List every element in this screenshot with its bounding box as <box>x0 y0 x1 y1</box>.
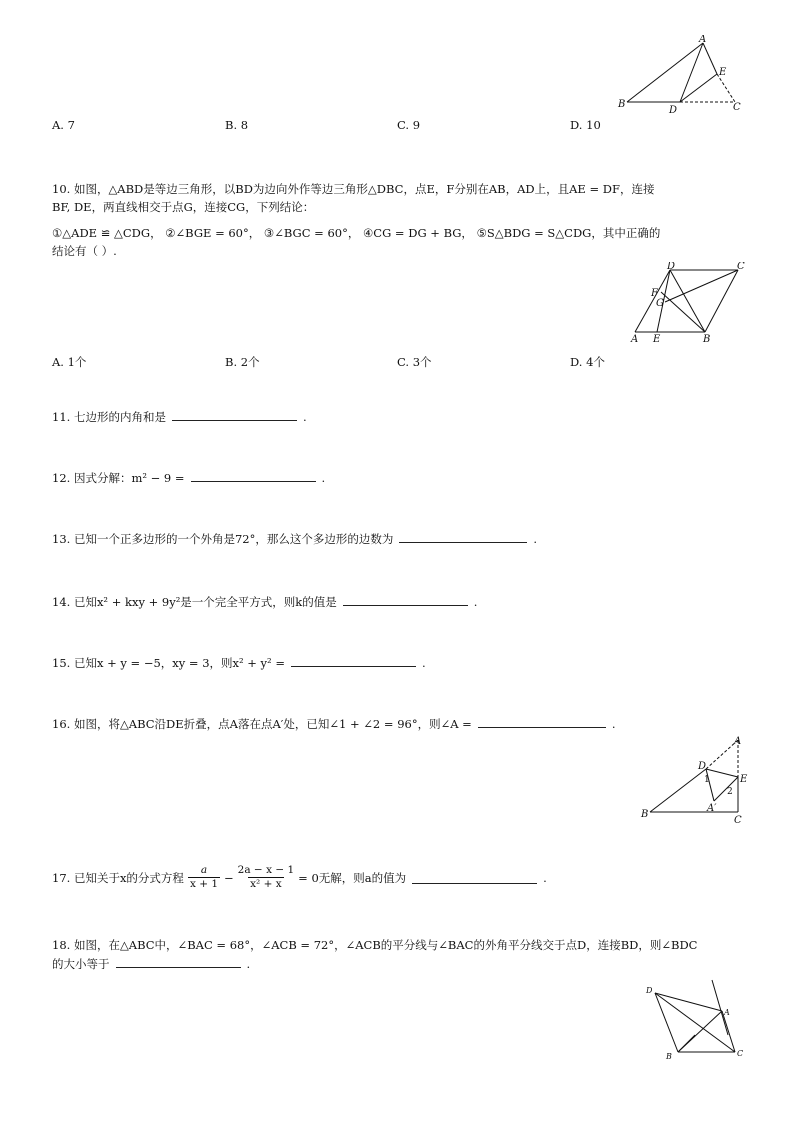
fig18-label-D: D <box>646 986 653 995</box>
q14-answer-blank[interactable] <box>343 594 468 606</box>
q18-figure <box>640 975 755 1065</box>
q17-suffix: = 0无解，则a的值为 <box>298 870 407 885</box>
fig9-label-A: A <box>699 35 707 45</box>
q17-frac2-denominator: x² + x <box>250 878 282 890</box>
q17-prefix: 17. 已知关于x的分式方程 <box>52 870 184 885</box>
fig16-label-C: C <box>734 815 742 825</box>
q12 <box>52 470 325 485</box>
q10-line4: 结论有（ ）. <box>52 244 117 258</box>
q15-end: . <box>421 656 426 670</box>
q17-minus: − <box>224 870 234 885</box>
q15 <box>52 655 426 670</box>
q18-answer-blank[interactable] <box>116 956 241 968</box>
q9-option-b: B. 8 <box>225 118 249 132</box>
q17-fraction-2 <box>238 864 295 891</box>
q11-text: 11. 七边形的内角和是 <box>52 410 166 424</box>
q18-end: . <box>246 957 251 971</box>
q16 <box>52 716 615 731</box>
fig10-label-E: E <box>653 334 661 345</box>
q15-text: 15. 已知x + y = −5，xy = 3，则x² + y² = <box>52 656 285 670</box>
q17-frac1-denominator: x + 1 <box>189 878 219 890</box>
q9-option-c: C. 9 <box>397 118 421 132</box>
fig10-label-A: A <box>631 334 639 345</box>
q17-end: . <box>543 870 547 885</box>
q13-text: 13. 已知一个正多边形的一个外角是72°，那么这个多边形的边数为 <box>52 532 394 546</box>
q10-option-d: D. 4个 <box>570 355 605 369</box>
fig10-label-G: G <box>656 298 664 309</box>
q18-line2: 的大小等于 <box>52 957 110 971</box>
q17-answer-blank[interactable] <box>412 872 537 884</box>
q16-end: . <box>611 717 616 731</box>
fig10-label-D: D <box>667 262 676 272</box>
q13-answer-blank[interactable] <box>399 531 527 543</box>
q9-option-a: A. 7 <box>52 118 75 132</box>
fig10-label-C: C <box>737 262 745 272</box>
q14-end: . <box>473 595 478 609</box>
q10-option-b: B. 2个 <box>225 355 260 369</box>
q12-text: 12. 因式分解：m² − 9 = <box>52 471 185 485</box>
q12-answer-blank[interactable] <box>191 470 316 482</box>
fig16-label-E: E <box>740 774 748 785</box>
q18-line2-wrap <box>52 956 250 971</box>
fig10-label-B: B <box>703 334 711 345</box>
q10-option-a: A. 1个 <box>52 355 87 369</box>
q11-end: . <box>302 410 307 424</box>
q16-answer-blank[interactable] <box>478 716 606 728</box>
q10-line3: ①△ADE ≌ △CDG， ②∠BGE = 60°， ③∠BGC = 60°， ④CG = DG + BG， ⑤S△BDG = S△CDG，其中正确的 <box>52 226 661 240</box>
q9-figure <box>615 35 745 115</box>
q15-answer-blank[interactable] <box>291 655 416 667</box>
q10-line2: BF, DE，两直线相交于点G，连接CG，下列结论： <box>52 200 315 214</box>
fig16-label-angle2: 2 <box>727 787 733 797</box>
fig18-label-C: C <box>737 1049 744 1058</box>
q17-fraction-1 <box>188 864 220 891</box>
fig9-label-D: D <box>669 105 678 115</box>
q10-figure <box>625 262 750 347</box>
fig9-label-E: E <box>719 67 727 78</box>
fig16-label-angle1: 1 <box>704 775 710 785</box>
fig9-label-C: C <box>733 102 741 113</box>
q10-option-c: C. 3个 <box>397 355 432 369</box>
q10-line1: 10. 如图，△ABD是等边三角形，以BD为边向外作等边三角形△DBC，点E，F分别在AB，AD上，且AE = DF，连接 <box>52 182 655 196</box>
q13 <box>52 531 537 546</box>
fig18-label-B: B <box>666 1052 672 1061</box>
fig16-label-D: D <box>698 761 707 772</box>
q16-text: 16. 如图，将△ABC沿DE折叠，点A落在点A′处，已知∠1 + ∠2 = 96°，则∠A = <box>52 717 472 731</box>
q17 <box>52 864 547 891</box>
fig10-label-F: F <box>651 288 658 299</box>
q13-end: . <box>533 532 537 546</box>
q12-end: . <box>321 471 326 485</box>
fig16-label-B: B <box>641 809 649 820</box>
q17-frac1-numerator: a <box>200 864 208 876</box>
q18-line1: 18. 如图，在△ABC中，∠BAC = 68°，∠ACB = 72°，∠ACB的平分线与∠BAC的外角平分线交于点D，连接BD，则∠BDC <box>52 938 698 952</box>
q16-figure <box>638 735 753 825</box>
q11-answer-blank[interactable] <box>172 409 297 421</box>
fig16-label-A: A <box>734 736 742 747</box>
q9-option-d: D. 10 <box>570 118 601 132</box>
fig9-label-B: B <box>618 99 626 110</box>
q11 <box>52 409 307 424</box>
q14-text: 14. 已知x² + kxy + 9y²是一个完全平方式，则k的值是 <box>52 595 337 609</box>
q14 <box>52 594 477 609</box>
q17-frac2-numerator: 2a − x − 1 <box>237 864 295 876</box>
fig18-label-A: A <box>724 1008 730 1017</box>
fig16-label-A-prime: A′ <box>707 803 717 814</box>
